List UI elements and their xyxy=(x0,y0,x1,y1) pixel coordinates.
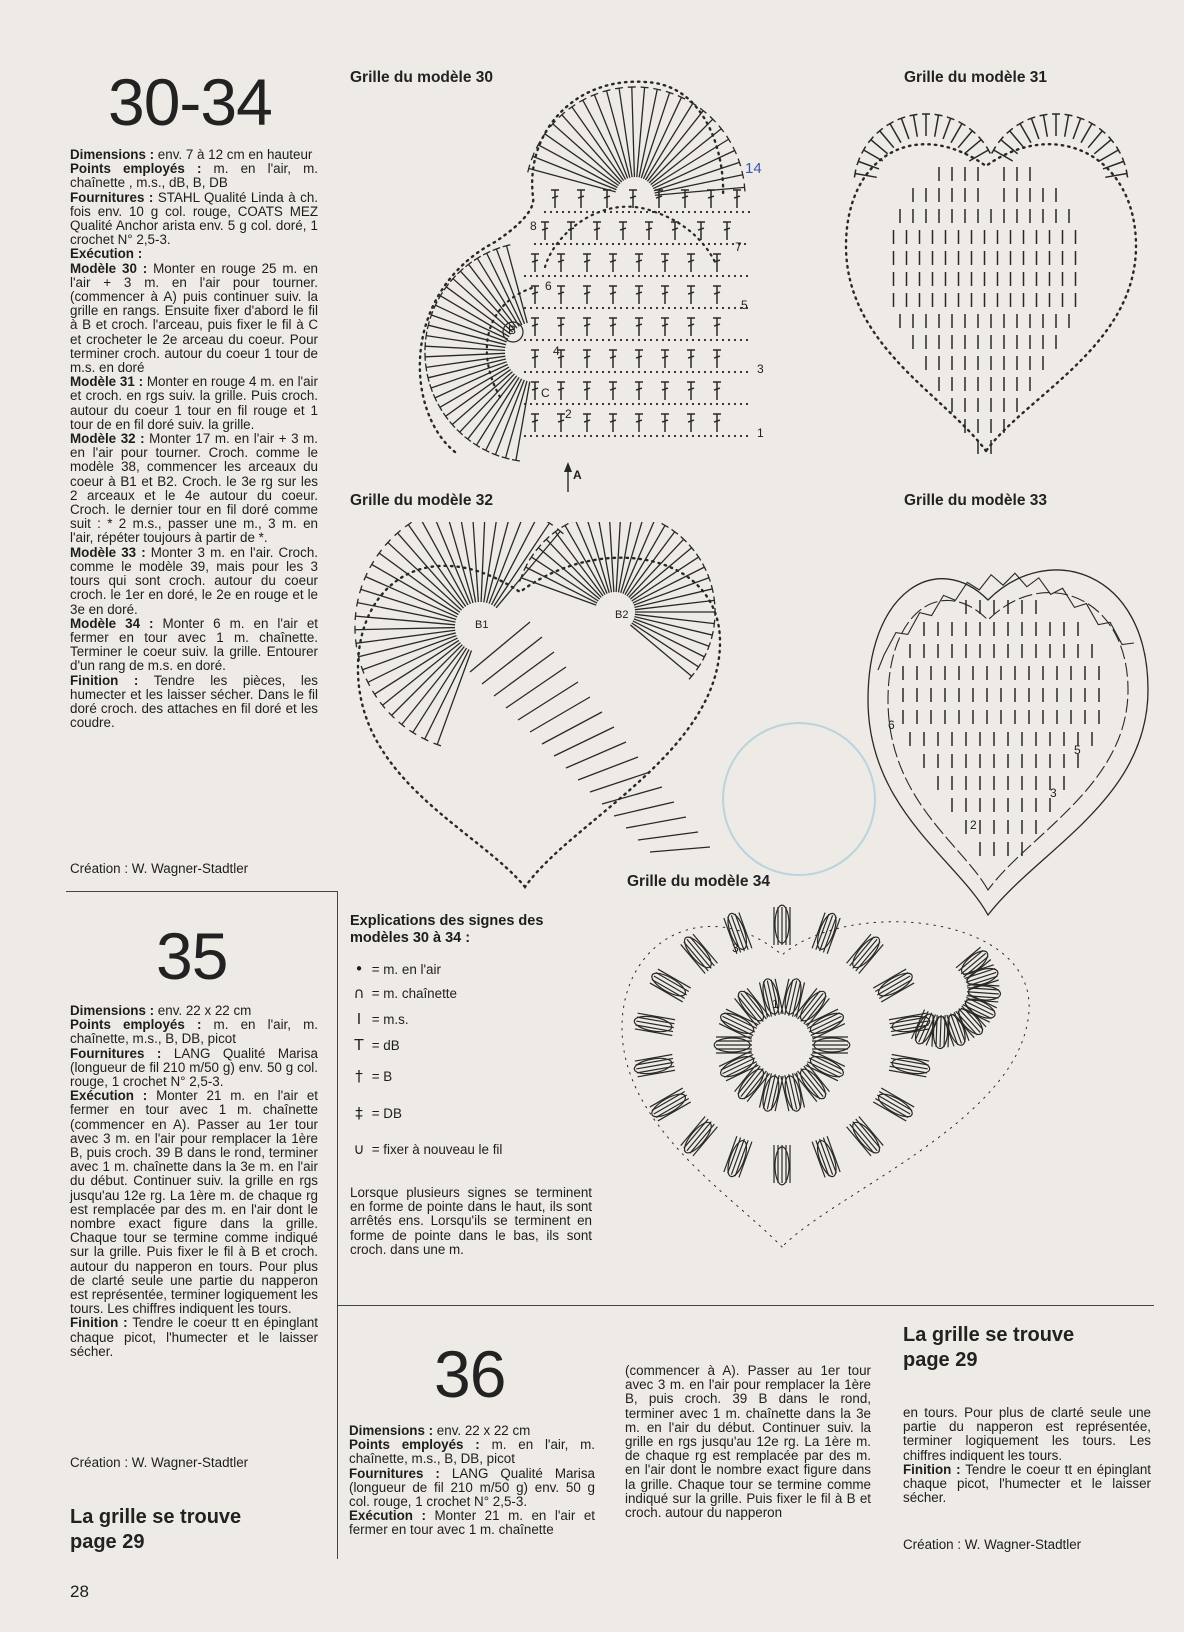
grid-reference-36: La grille se trouve page 29 xyxy=(903,1324,1075,1371)
label-33-row-2: 2 xyxy=(970,818,977,832)
model-32-paragraph: Modèle 32 : Monter 17 m. en l'air + 3 m. en l'air pour tourner. Croch. comme le modèle 38, commencer les arceaux du coeur à B1 et B2. Croch. le 3e rg sur les 2 arceaux et le 4e autour du coeur. Croch. le dernier tour en fil doré comme suit : * 2 m.s., passer une m., 3 m. en l'air, répéter toujours à partir de *. xyxy=(70,431,318,546)
grid-reference-35: La grille se trouve page 29 xyxy=(70,1506,242,1553)
label-b2: B2 xyxy=(615,609,629,621)
crochet-grid-34 xyxy=(612,895,1052,1265)
finishing-paragraph: Finition : Tendre le coeur tt en épinglant chaque picot, l'humecter et le laisser sécher. xyxy=(903,1461,1151,1506)
stitches-paragraph: Points employés : m. en l'air, m. chaînette, m.s., B, DB, picot xyxy=(70,1017,318,1047)
finishing-paragraph: Finition : Tendre les pièces, les humecter et les laisser sécher. Dans le fil doré croch. des attaches en fil doré et les coudre. xyxy=(70,672,318,731)
slip-stitch-symbol: ∩ xyxy=(353,984,365,1002)
grid-title-30: Grille du modèle 30 xyxy=(350,69,493,86)
page-number: 28 xyxy=(70,1582,89,1601)
label-34-row-1: 1 xyxy=(772,997,779,1011)
crochet-grid-32 xyxy=(350,522,750,902)
label-a: A xyxy=(573,468,582,482)
label-row-6: 6 xyxy=(545,279,552,293)
label-row-1: 1 xyxy=(757,426,764,440)
label-row-5: 5 xyxy=(741,298,748,312)
materials-paragraph: Fournitures : STAHL Qualité Linda à ch. fois env. 10 g col. rouge, COATS MEZ Qualité Anchor arista env. 5 g col. doré, 1 crochet N° 2,5-3. xyxy=(70,189,318,248)
label-34-row-3: 3 xyxy=(732,941,739,955)
label-row-4: 4 xyxy=(553,344,560,358)
execution-paragraph: Exécution : Monter 21 m. en l'air et fermer en tour avec 1 m. chaînette (commencer en A). Passer au 1er tour avec 3 m. en l'air pour remplacer la 1ère B, puis croch. 39 B dans le rond, terminer avec 1 m. chaînette dans la 3e m. en l'air du début. Continuer suiv. la grille en rgs jusqu'au 12e rg. La 1ère m. de chaque rg est remplacée par des m. en l'air dont le nombre exact figure dans la grille. Chaque tour se termine comme indiqué sur la grille. Puis fixer le fil à B et croch. autour du napperon en tours. Pour plus de clarté seule une partie du napperon est représentée, terminer logiquement les tours. Les chiffres indiquent les tours. xyxy=(70,1088,319,1317)
execution-heading: Exécution : xyxy=(70,246,143,262)
materials-paragraph: Fournitures : LANG Qualité Marisa (longueur de fil 210 m/50 g) env. 50 g col. rouge, 1 crochet N° 2,5-3. xyxy=(349,1465,595,1510)
join-yarn-symbol: ∪ xyxy=(353,1140,365,1158)
stamp-seal xyxy=(722,722,876,876)
instructions-35 xyxy=(70,1004,318,1359)
label-row-3: 3 xyxy=(757,362,764,376)
finishing-paragraph: Finition : Tendre le coeur tt en épinglant chaque picot, l'humecter et le laisser sécher. xyxy=(70,1315,318,1359)
legend-item-hdc: T = dB xyxy=(350,1036,400,1054)
credit-36: Création : W. Wagner-Stadtler xyxy=(903,1537,1082,1552)
instructions-36-col1 xyxy=(349,1424,595,1538)
instructions-36-col2: (commencer à A). Passer au 1er tour avec 3 m. en l'air pour remplacer la 1ère B, puis croch. 39 B dans le rond, terminer avec 1 m. chaînette dans la 3e m. en l'air du début. Continuer suiv. la grille en rgs jusqu'au 12e rg. La 1ère m. de chaque rg est remplacée par des m. en l'air dont le nombre exact figure dans la grille. Chaque tour se termine comme indiqué sur la grille. Puis fixer le fil à B et croch. autour du napperon xyxy=(625,1363,871,1521)
label-b1: B1 xyxy=(475,619,489,631)
divider-vertical xyxy=(337,891,338,1559)
crochet-grid-31 xyxy=(836,96,1156,466)
label-row-2: 2 xyxy=(565,407,572,421)
crochet-grid-33 xyxy=(858,520,1158,930)
divider-left-top xyxy=(66,891,338,892)
legend-item-tr: ‡ = DB xyxy=(350,1104,402,1122)
legend-item-slip: ∩ = m. chaînette xyxy=(350,984,457,1002)
legend-note: Lorsque plusieurs signes se terminent en forme de pointe dans le haut, ils sont arrêtés ens. Lorsqu'ils se terminent en forme de pointe dans le bas, ils sont croch. dans une m. xyxy=(350,1185,592,1257)
materials-paragraph: Fournitures : LANG Qualité Marisa (longueur de fil 210 m/50 g) env. 50 g col. rouge, 1 crochet N° 2,5-3. xyxy=(70,1045,318,1090)
label-row-8: 8 xyxy=(530,219,537,233)
divider-right-36 xyxy=(337,1305,1154,1306)
stitches-paragraph: Points employés : m. en l'air, m. chaînette, m.s., B, DB, picot xyxy=(349,1437,596,1467)
label-row-7: 7 xyxy=(735,240,742,254)
execution-paragraph: Exécution : Monter 21 m. en l'air et fermer en tour avec 1 m. chaînette xyxy=(349,1508,595,1538)
model-33-paragraph: Modèle 33 : Monter 3 m. en l'air. Croch. comme le modèle 39, mais pour les 3 tours qui sont croch. autour du coeur croch. le 1er en doré, le 2e en rouge et le 3e en doré. xyxy=(70,544,318,617)
label-c: C xyxy=(541,386,550,400)
model-31-paragraph: Modèle 31 : Monter en rouge 4 m. en l'air et croch. en rgs suiv. la grille. Puis croch. autour du coeur 1 tour en fil rouge et 1 tour de en fil doré suiv. la grille. xyxy=(70,374,318,432)
legend-item-dc: † = B xyxy=(350,1067,392,1085)
label-33-row-5: 5 xyxy=(1074,743,1081,757)
legend-item-join: ∪ = fixer à nouveau le fil xyxy=(350,1140,502,1158)
label-row-14: 14 xyxy=(745,160,762,177)
section-number-30-34: 30-34 xyxy=(108,65,272,139)
legend-item-sc: I = m.s. xyxy=(350,1010,409,1028)
grid-title-31: Grille du modèle 31 xyxy=(904,69,1047,86)
legend-item-chain: • = m. en l'air xyxy=(350,960,441,978)
grid-title-34: Grille du modèle 34 xyxy=(627,873,770,890)
chain-stitch-symbol: • xyxy=(354,960,364,978)
model-34-paragraph: Modèle 34 : Monter 6 m. en l'air et fermer en tour avec 1 m. chaînette. Terminer le coeur suiv. la grille. Entourer d'un rang de m.s. en doré. xyxy=(70,615,318,674)
label-33-row-3: 3 xyxy=(1050,786,1057,800)
legend-title: Explications des signes des modèles 30 à 34 : xyxy=(350,913,544,946)
credit-30-34: Création : W. Wagner-Stadtler xyxy=(70,861,249,876)
label-33-row-6: 6 xyxy=(888,718,895,732)
instructions-36-col3: en tours. Pour plus de clarté seule une partie du napperon est représentée, terminer logiquement les tours. Les chiffres indiquent les tours. Finition : Tendre le coeur tt en épinglant chaque picot, l'humecter et le laisser sécher. xyxy=(903,1405,1151,1506)
section-number-36: 36 xyxy=(434,1337,506,1411)
dimensions-paragraph: Dimensions : env. 7 à 12 cm en hauteur xyxy=(70,147,313,162)
crochet-grid-30 xyxy=(405,72,795,497)
dimensions-paragraph: Dimensions : env. 22 x 22 cm xyxy=(349,1423,531,1438)
section-number-35: 35 xyxy=(156,919,228,993)
label-b: B xyxy=(508,323,517,337)
stitches-paragraph: Points employés : m. en l'air, m. chaînette , m.s., dB, B, DB xyxy=(70,161,318,191)
grid-title-32: Grille du modèle 32 xyxy=(350,492,493,509)
grid-title-33: Grille du modèle 33 xyxy=(904,492,1047,509)
single-crochet-symbol: I xyxy=(356,1010,362,1028)
double-crochet-symbol: † xyxy=(355,1067,363,1085)
half-double-symbol: T xyxy=(354,1036,364,1054)
treble-crochet-symbol: ‡ xyxy=(355,1104,363,1122)
model-30-paragraph: Modèle 30 : Monter en rouge 25 m. en l'air + 3 m. en l'air pour tourner. (commencer à A) puis continuer suiv. la grille en rangs. Ensuite fixer d'abord le fil à B et croch. l'arceau, puis fixer le fil à C et crocheter le 2e arceau du coeur. Pour terminer croch. autour du coeur 1 tour de m.s. en doré xyxy=(70,260,318,376)
dimensions-paragraph: Dimensions : env. 22 x 22 cm xyxy=(70,1003,252,1018)
instructions-30-34 xyxy=(70,148,318,730)
credit-35: Création : W. Wagner-Stadtler xyxy=(70,1455,249,1470)
